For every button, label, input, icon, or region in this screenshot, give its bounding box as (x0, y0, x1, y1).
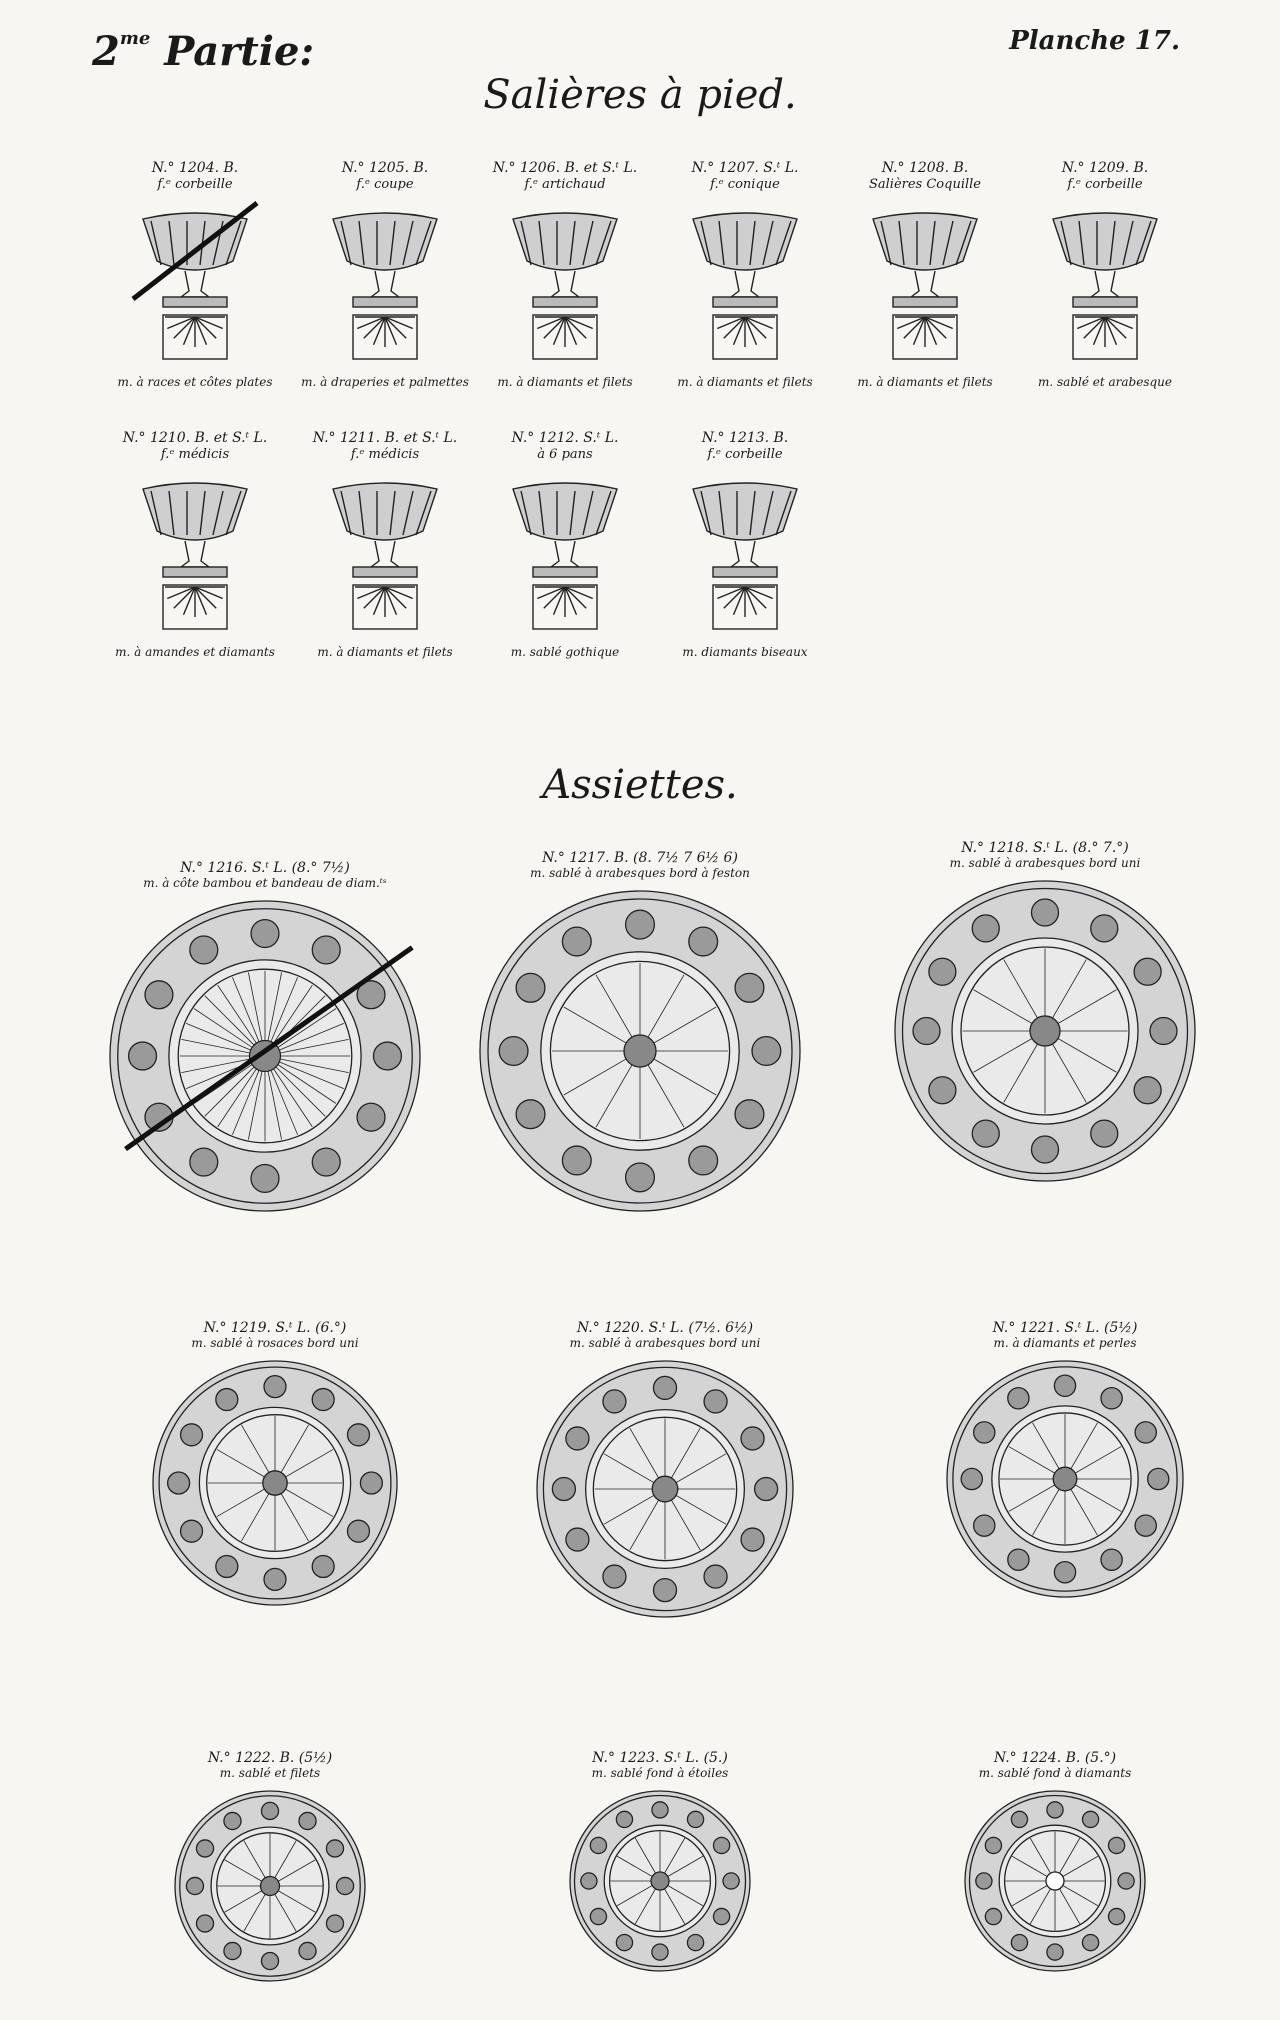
salt-cellar-item (470, 430, 660, 659)
item-description: m. sablé et arabesque (1038, 375, 1172, 389)
plate-number: N.° 1218. S.ᵗ L. (8.° 7.°) (961, 840, 1129, 856)
item-description: m. diamants biseaux (682, 645, 808, 659)
item-form: f.ᵉ médicis (350, 447, 420, 462)
item-form: à 6 pans (537, 447, 593, 462)
salt-cellar-engraving (1035, 199, 1175, 369)
part-number: 2 (92, 28, 120, 75)
item-description: m. à diamants et filets (497, 375, 633, 389)
plate-number: N.° 1219. S.ᵗ L. (6.°) (203, 1320, 347, 1336)
salt-cellar-item (290, 160, 480, 389)
plate-engraving (105, 896, 425, 1216)
plate-item (835, 840, 1255, 1186)
plate-number: N.° 1220. S.ᵗ L. (7½. 6½) (576, 1320, 754, 1336)
salt-cellar-engraving (125, 469, 265, 639)
item-description: m. à diamants et filets (677, 375, 813, 389)
salt-cellar-item (290, 430, 480, 659)
item-form: f.ᵉ corbeille (707, 447, 783, 462)
plate-item (855, 1320, 1275, 1602)
item-description: m. sablé gothique (510, 645, 620, 659)
plate-number: Planche 17. (1009, 26, 1180, 56)
plate-engraving (170, 1786, 370, 1986)
plate-item (430, 850, 850, 1216)
plate-engraving (890, 876, 1200, 1186)
item-number: N.° 1204. B. (151, 160, 239, 176)
item-number: N.° 1213. B. (701, 430, 789, 446)
item-form: f.ᵉ coupe (356, 177, 414, 192)
plate-engraving (475, 886, 805, 1216)
part-word: Partie: (164, 28, 315, 75)
salt-cellar-engraving (495, 469, 635, 639)
plate-item (60, 1750, 480, 1986)
item-description: m. à draperies et palmettes (301, 375, 469, 389)
salt-cellar-item (470, 160, 660, 389)
item-number: N.° 1208. B. (881, 160, 969, 176)
salt-cellar-engraving (125, 199, 265, 369)
plate-item (450, 1750, 870, 1976)
salt-cellar-item (1010, 160, 1200, 389)
salt-cellar-engraving (495, 199, 635, 369)
salt-cellar-engraving (315, 199, 455, 369)
section-title-salieres: Salières à pied. (483, 72, 797, 118)
plate-description: m. à diamants et perles (993, 1336, 1137, 1350)
plate-item (55, 860, 475, 1216)
salt-cellar-item (650, 430, 840, 659)
plate-number: N.° 1217. B. (8. 7½ 7 6½ 6) (542, 850, 738, 866)
salt-cellar-engraving (675, 469, 815, 639)
item-description: m. à amandes et diamants (115, 645, 275, 659)
salt-cellar-item (650, 160, 840, 389)
item-number: N.° 1206. B. et S.ᵗ L. (492, 160, 638, 176)
plate-description: m. sablé à arabesques bord à feston (530, 866, 750, 880)
plate-engraving (942, 1356, 1188, 1602)
plate-number: N.° 1223. S.ᵗ L. (5.) (592, 1750, 728, 1766)
plate-engraving (148, 1356, 402, 1610)
item-form: f.ᵉ conique (710, 177, 780, 192)
item-description: m. à races et côtes plates (117, 375, 273, 389)
section-title-assiettes: Assiettes. (542, 762, 738, 808)
item-number: N.° 1210. B. et S.ᵗ L. (122, 430, 268, 446)
plate-item (65, 1320, 485, 1610)
salt-cellar-item (830, 160, 1020, 389)
item-form: Salières Coquille (868, 177, 981, 192)
item-form: f.ᵉ médicis (160, 447, 230, 462)
plate-description: m. sablé à rosaces bord uni (191, 1336, 359, 1350)
plate-item (845, 1750, 1265, 1976)
plate-engraving (960, 1786, 1150, 1976)
item-form: f.ᵉ artichaud (524, 177, 606, 192)
plate-engraving (532, 1356, 798, 1622)
salt-cellar-engraving (855, 199, 995, 369)
item-number: N.° 1207. S.ᵗ L. (691, 160, 799, 176)
item-number: N.° 1205. B. (341, 160, 429, 176)
item-number: N.° 1211. B. et S.ᵗ L. (312, 430, 458, 446)
plate-item (455, 1320, 875, 1622)
plate-number: N.° 1224. B. (5.°) (993, 1750, 1117, 1766)
item-description: m. à diamants et filets (857, 375, 993, 389)
item-form: f.ᵉ corbeille (1067, 177, 1143, 192)
part-heading (92, 28, 314, 75)
plate-number: N.° 1222. B. (5½) (207, 1750, 333, 1766)
salt-cellar-engraving (675, 199, 815, 369)
plate-description: m. sablé fond à étoiles (591, 1766, 729, 1780)
plate-number: N.° 1216. S.ᵗ L. (8.° 7½) (180, 860, 350, 876)
plate-engraving (565, 1786, 755, 1976)
plate-description: m. sablé à arabesques bord uni (949, 856, 1141, 870)
item-description: m. à diamants et filets (317, 645, 453, 659)
salt-cellar-item (100, 160, 290, 389)
plate-number: N.° 1221. S.ᵗ L. (5½) (992, 1320, 1138, 1336)
item-form: f.ᵉ corbeille (157, 177, 233, 192)
plate-description: m. à côte bambou et bandeau de diam.ᵗˢ (143, 876, 387, 890)
part-sup: me (119, 28, 151, 49)
plate-description: m. sablé fond à diamants (978, 1766, 1132, 1780)
plate-description: m. sablé à arabesques bord uni (569, 1336, 761, 1350)
salt-cellar-engraving (315, 469, 455, 639)
item-number: N.° 1209. B. (1061, 160, 1149, 176)
item-number: N.° 1212. S.ᵗ L. (511, 430, 619, 446)
plate-description: m. sablé et filets (219, 1766, 321, 1780)
salt-cellar-item (100, 430, 290, 659)
